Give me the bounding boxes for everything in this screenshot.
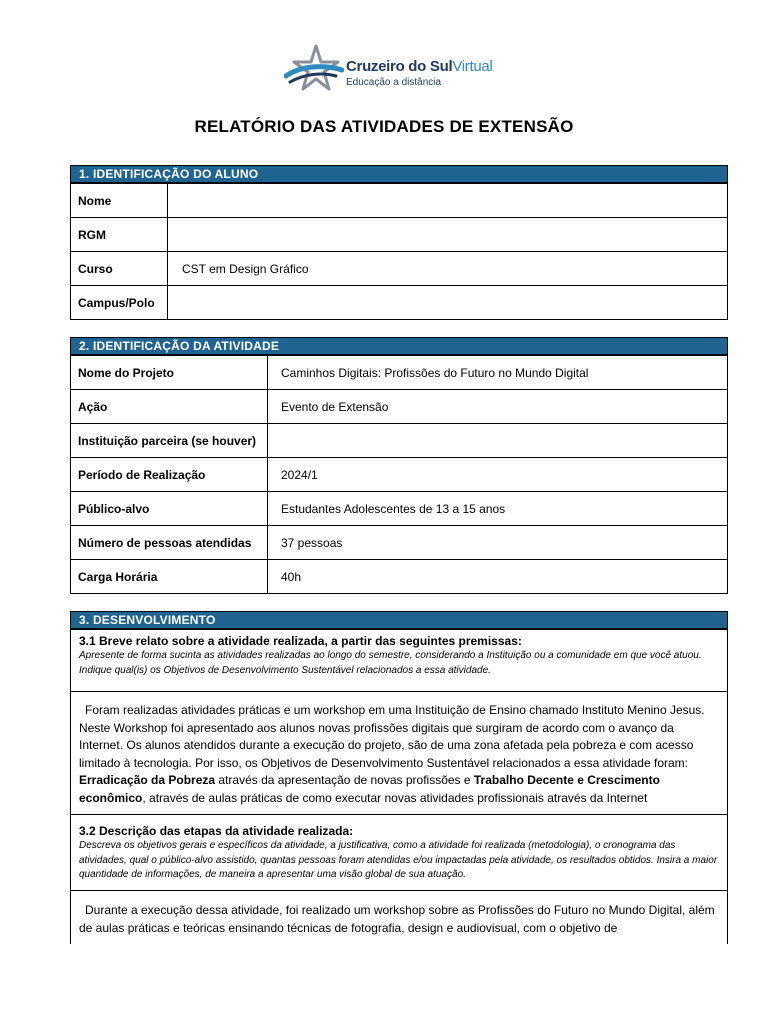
field-label: Instituição parceira (se houver) [71,424,268,457]
section-heading: 1. IDENTIFICAÇÃO DO ALUNO [71,166,727,183]
answer-segment: , através de aulas práticas de como executar novas atividades profissionais através da Internet [142,790,648,805]
field-label: RGM [71,218,168,251]
field-label: Nome do Projeto [71,356,268,389]
development-table [70,611,728,944]
question-3-2-answer[interactable] [71,890,727,943]
people-served-field[interactable]: 37 pessoas [281,535,343,550]
answer-highlight: Erradicação da Pobreza [79,773,216,787]
logo-tagline: Educação a distância [346,77,442,88]
activity-identification-table [70,337,728,594]
field-label: Público-alvo [71,492,268,525]
logo-brand [346,58,493,75]
field-label: Período de Realização [71,458,268,491]
question-instructions: Descreva os objetivos gerais e específicos da atividade, a justificativa, como a atividade foi realizada (metodologia), o cronograma das atividades, qual o público-alvo assistido, quantas pessoas foram atendidas e/ou impactadas pela atividade, os resultados obtidos. Insira a maior quantidade de informações, de maneira a apresentar uma visão global de sua atuação. [79,840,718,880]
table-row [71,355,727,389]
answer-text: Durante a execução dessa atividade, foi realizado um workshop sobre as Profissões do Futuro no Mundo Digital, além de aulas práticas e teóricas ensinando técnicas de fotografia, design e audiovisual, com o objetivo de [79,903,715,935]
answer-text [79,702,720,807]
action-field[interactable]: Evento de Extensão [281,399,389,414]
logo [284,42,494,100]
field-label: Curso [71,252,168,285]
partner-institution-field[interactable] [268,424,727,457]
document-title: RELATÓRIO DAS ATIVIDADES DE EXTENSÃO [194,117,574,136]
name-field[interactable] [168,184,727,217]
period-field[interactable]: 2024/1 [281,467,318,482]
question-3-1-answer[interactable] [71,691,727,814]
answer-segment: através da apresentação de novas profissões e [215,773,474,787]
table-row [71,457,727,491]
course-field[interactable]: CST em Design Gráfico [182,261,309,276]
student-identification-table [70,165,728,320]
table-row [71,251,727,285]
workload-field[interactable]: 40h [281,569,302,584]
answer-segment: Foram realizadas atividades práticas e um workshop em uma Instituição de Ensino chamado Instituto Menino Jesus. Neste Workshop foi apresentado aos alunos novas profissões digitais que surgiram de acordo com o avanço da Internet. Os alunos atendidos durante a execução do projeto, são de uma zona afetada pela pobreza e com acesso limitado à tecnologia. Por isso, os Objetivos de Desenvolvimento Sustentável relacionados a essa atividade foram: [79,703,705,770]
table-row [71,217,727,251]
field-label: Número de pessoas atendidas [71,526,268,559]
section-heading: 2. IDENTIFICAÇÃO DA ATIVIDADE [71,338,727,355]
target-audience-field[interactable]: Estudantes Adolescentes de 13 a 15 anos [281,501,506,516]
table-row [71,423,727,457]
campus-field[interactable] [168,286,727,319]
table-row [71,389,727,423]
rgm-field[interactable] [168,218,727,251]
logo-brand-secondary: Virtual [452,58,493,75]
logo-brand-primary: Cruzeiro do Sul [346,58,453,75]
star-swoosh-icon [284,42,344,98]
field-label: Campus/Polo [71,286,168,319]
question-instructions: Apresente de forma sucinta as atividades realizadas ao longo do semestre, considerando a Instituição ou a comunidade em que você atuou. Indique qual(is) os Objetivos de Desenvolvimento Sustentável relacionados a essa atividade. [79,650,702,676]
field-label: Nome [71,184,168,217]
question-3-2-prompt [71,814,727,890]
table-row [71,525,727,559]
question-heading: 3.1 Breve relato sobre a atividade realizada, a partir das seguintes premissas: [79,634,522,648]
table-row [71,559,727,593]
table-row [71,491,727,525]
table-row [71,285,727,319]
field-label: Carga Horária [71,560,268,593]
answer-highlight: Trabalho Decente e Crescimento econômico [79,773,660,805]
question-heading: 3.2 Descrição das etapas da atividade realizada: [79,824,354,838]
section-heading: 3. DESENVOLVIMENTO [71,612,727,629]
table-row [71,183,727,217]
question-3-1-prompt [71,629,727,691]
project-name-field[interactable]: Caminhos Digitais: Profissões do Futuro no Mundo Digital [281,365,589,380]
field-label: Ação [71,390,268,423]
